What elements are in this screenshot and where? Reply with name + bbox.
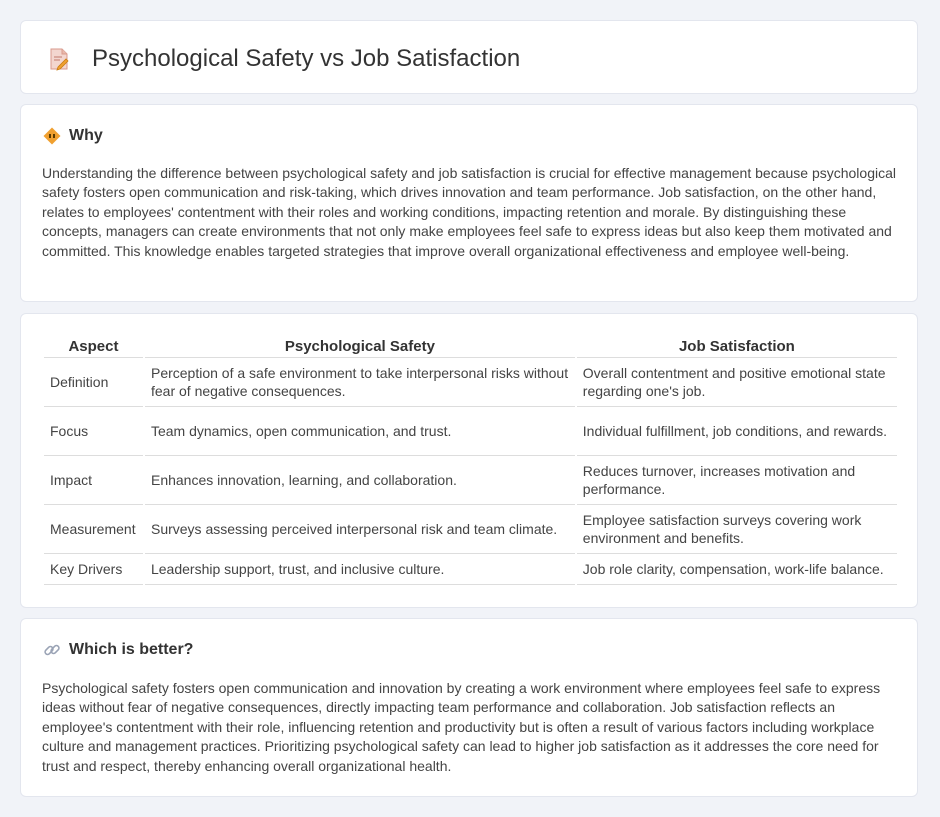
column-header-aspect: Aspect bbox=[44, 335, 143, 358]
aspect-cell: Focus bbox=[44, 407, 143, 456]
why-text: Understanding the difference between psychological safety and job satisfaction is crucial for effective management because psychological safety fosters open communication and risk-taking, which drives innovation and team performance. Job satisfaction, on the other hand, relates to employees' contentment with their roles and working conditions, impacting retention and morale. By distinguishing these concepts, managers can create environments that not only make employees feel safe to express ideas but also keep them motivated and committed. This knowledge enables targeted strategies that improve overall organizational effectiveness and employee well-being. bbox=[42, 165, 896, 259]
job-satisfaction-cell: Employee satisfaction surveys covering work environment and benefits. bbox=[577, 505, 897, 554]
psychological-safety-cell: Team dynamics, open communication, and trust. bbox=[145, 407, 575, 456]
which-is-better-section bbox=[20, 618, 918, 797]
comparison-table bbox=[42, 335, 899, 585]
why-section bbox=[20, 104, 918, 302]
better-heading-row bbox=[43, 641, 193, 659]
table-row bbox=[44, 358, 897, 407]
comparison-section bbox=[20, 313, 918, 608]
psychological-safety-cell: Leadership support, trust, and inclusive culture. bbox=[145, 554, 575, 585]
job-satisfaction-cell: Job role clarity, compensation, work-life balance. bbox=[577, 554, 897, 585]
why-heading-row bbox=[43, 127, 103, 145]
psychological-safety-cell: Enhances innovation, learning, and collaboration. bbox=[145, 456, 575, 505]
table-row bbox=[44, 456, 897, 505]
why-heading: Why bbox=[69, 127, 103, 144]
column-header-psychological-safety: Psychological Safety bbox=[145, 335, 575, 358]
aspect-cell: Impact bbox=[44, 456, 143, 505]
better-text: Psychological safety fosters open communication and innovation by creating a work environment where employees feel safe to express ideas without fear of negative consequences, directly impacting team performance and collaboration. Job satisfaction reflects an employee's contentment with their role, influencing retention and productivity but is often a result of various factors including workplace culture and management practices. Prioritizing psychological safety can lead to higher job satisfaction as it addresses the core need for trust and respect, thereby enhancing overall organizational health. bbox=[42, 680, 881, 774]
aspect-cell: Measurement bbox=[44, 505, 143, 554]
job-satisfaction-cell: Reduces turnover, increases motivation and performance. bbox=[577, 456, 897, 505]
job-satisfaction-cell: Overall contentment and positive emotional state regarding one's job. bbox=[577, 358, 897, 407]
psychological-safety-cell: Surveys assessing perceived interpersonal risk and team climate. bbox=[145, 505, 575, 554]
job-satisfaction-cell: Individual fulfillment, job conditions, and rewards. bbox=[577, 407, 897, 456]
aspect-cell: Key Drivers bbox=[44, 554, 143, 585]
aspect-cell: Definition bbox=[44, 358, 143, 407]
psychological-safety-cell: Perception of a safe environment to take interpersonal risks without fear of negative consequences. bbox=[145, 358, 575, 407]
better-heading: Which is better? bbox=[69, 641, 194, 658]
table-row bbox=[44, 554, 897, 585]
table-row bbox=[44, 407, 897, 456]
diamond-warning-icon bbox=[43, 127, 61, 145]
page-title: Psychological Safety vs Job Satisfaction bbox=[92, 45, 521, 72]
table-header-row bbox=[44, 335, 897, 358]
header-card bbox=[20, 20, 918, 94]
link-icon bbox=[43, 641, 61, 659]
table-row bbox=[44, 505, 897, 554]
document-edit-icon bbox=[47, 47, 71, 71]
column-header-job-satisfaction: Job Satisfaction bbox=[577, 335, 897, 358]
